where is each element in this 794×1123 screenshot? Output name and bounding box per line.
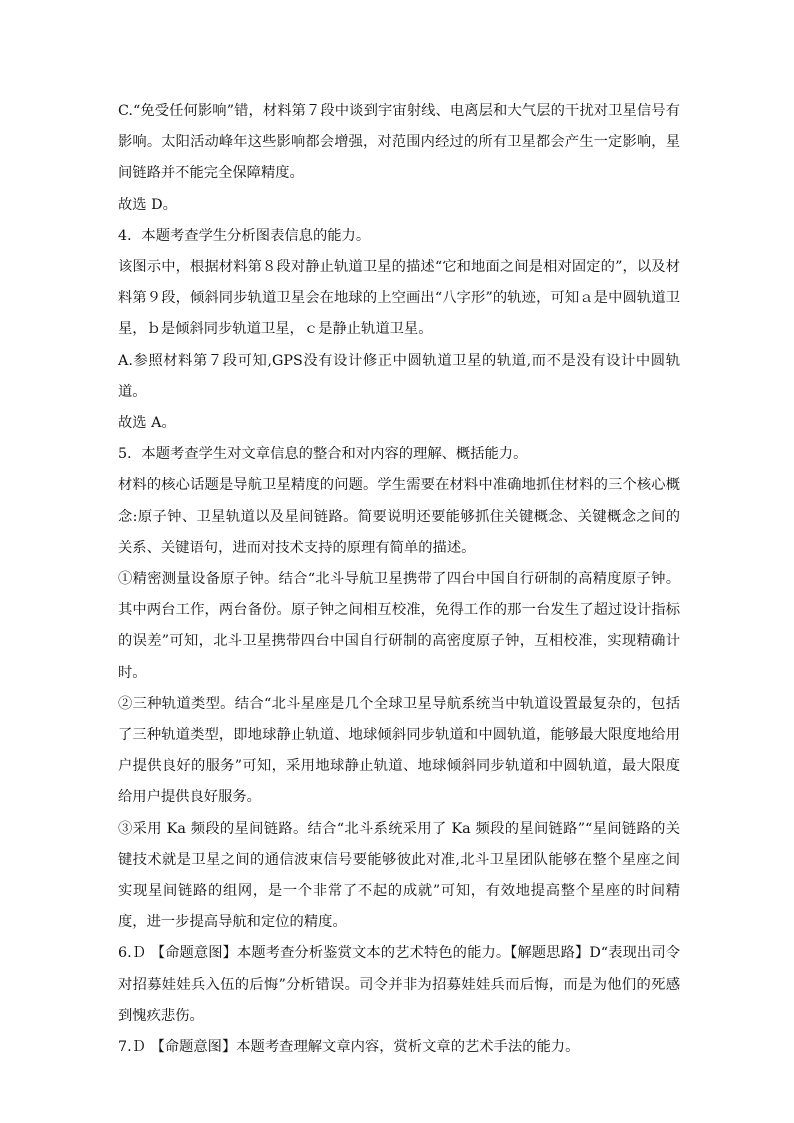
paragraph-q4-heading: 4．本题考查学生分析图表信息的能力。: [118, 227, 371, 244]
paragraph-q5-point-1: ①精密测量设备原子钟。结合“北斗导航卫星携带了四台中国自行研制的高精度原子钟。其中两台工作，两台备份。原子钟之间相互校准，免得工作的那一台发生了超过设计指标的误差”可知，北斗卫星携带四台中国自行研制的高密度原子钟，互相校准，实现精确计时。: [118, 571, 680, 681]
paragraph-option-c-analysis: C.“免受任何影响”错，材料第７段中谈到宇宙射线、电离层和大气层的干扰对卫星信号有影响。太阳活动峰年这些影响都会增强，对范围内经过的所有卫星都会产生一定影响，星间链路并不能完全保障精度。: [118, 103, 680, 182]
paragraph-q4-option-a: A.参照材料第７段可知,GPS没有设计修正中圆轨道卫星的轨道,而不是没有设计中圆轨道。: [118, 352, 680, 400]
paragraph-q5-core-topic: 材料的核心话题是导航卫星精度的问题。学生需要在材料中准确地抓住材料的三个核心概念:原子钟、卫星轨道以及星间链路。简要说明还要能够抓住关键概念、关键概念之间的关系、关键语句，进而对技术支持的原理有简单的描述。: [118, 477, 680, 556]
paragraph-q6-answer: 6.Ｄ 【命题意图】本题考查分析鉴赏文本的艺术特色的能力。【解题思路】D“表现出司令对招募娃娃兵入伍的后悔”分析错误。司令并非为招募娃娃兵而后悔，而是为他们的死感到愧疚悲伤。: [118, 945, 680, 1024]
paragraph-answer-d: 故选 D。: [118, 196, 177, 213]
paragraph-q5-point-2: ②三种轨道类型。结合“北斗星座是几个全球卫星导航系统当中轨道设置最复杂的，包括了三种轨道类型，即地球静止轨道、地球倾斜同步轨道和中圆轨道，能够最大限度地给用户提供良好的服务”可知，采用地球静止轨道、地球倾斜同步轨道和中圆轨道，最大限度给用户提供良好服务。: [118, 695, 680, 806]
paragraph-q5-point-3: ③采用 Ka 频段的星间链路。结合“北斗系统采用了 Ka 频段的星间链路”“星间链路的关键技术就是卫星之间的通信波束信号要能够彼此对准,北斗卫星团队能够在整个星座之间实现星间链路的组网，是一个非常了不起的成就”可知，有效地提高整个星座的时间精度，进一步提高导航和定位的精度。: [118, 820, 680, 931]
paragraph-q5-heading: 5．本题考查学生对文章信息的整合和对内容的理解、概括能力。: [118, 446, 528, 463]
paragraph-q4-figure-analysis: 该图示中，根据材料第８段对静止轨道卫星的描述“它和地面之间是相对固定的”，以及材料第９段，倾斜同步轨道卫星会在地球的上空画出“八字形”的轨迹，可知ａ是中圆轨道卫星，ｂ是倾斜同步轨道卫星，ｃ是静止轨道卫星。: [118, 259, 680, 338]
paragraph-q7-answer: 7.Ｄ 【命题意图】本题考查理解文章内容，赏析文章的艺术手法的能力。: [118, 1039, 580, 1056]
paragraph-answer-a: 故选 A。: [118, 415, 176, 432]
